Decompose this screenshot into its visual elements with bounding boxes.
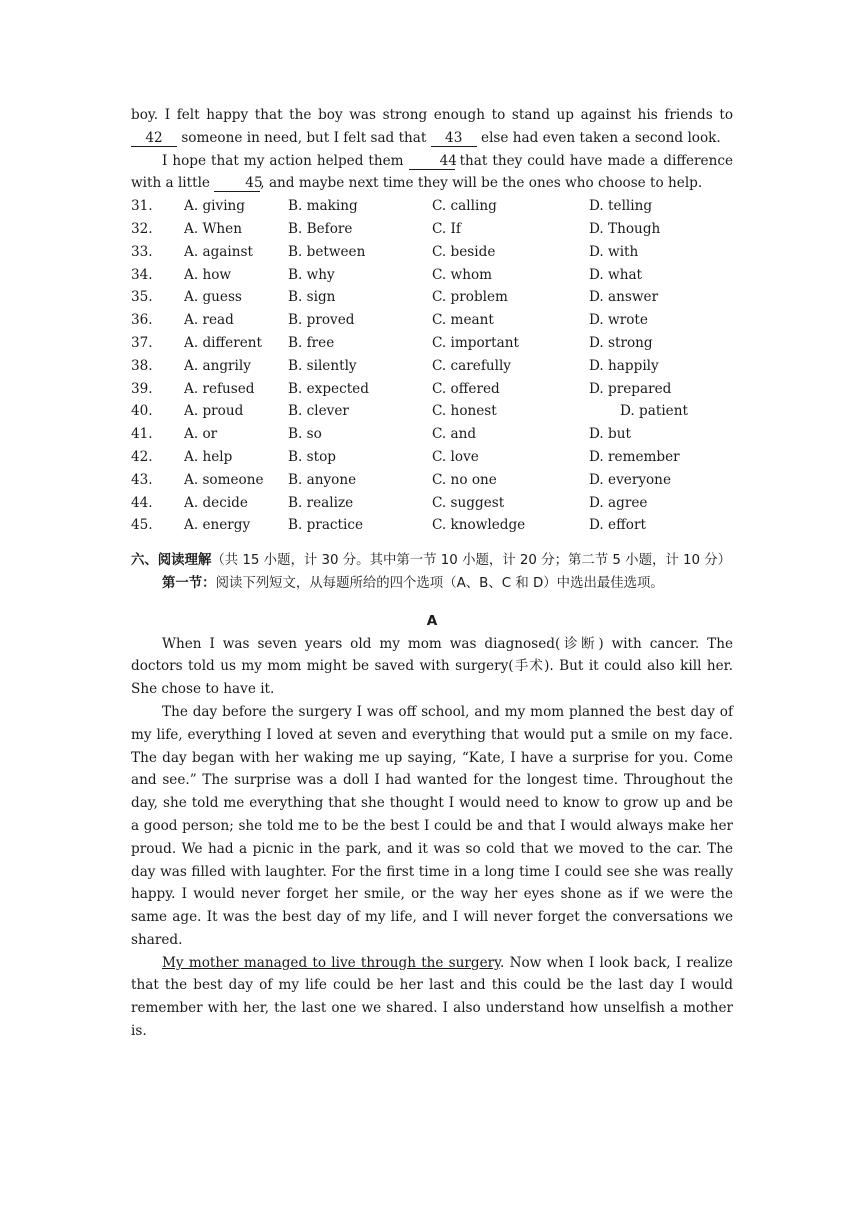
option-a: A. how [184,266,232,283]
option-a: A. someone [184,471,264,488]
blank-43: 43 [431,130,477,147]
passage-title: A [426,612,438,629]
option-a: A. angrily [184,357,251,374]
option-b: B. realize [288,494,354,511]
question-number: 35. [131,289,153,306]
option-c: C. whom [432,266,493,283]
option-b: B. free [288,334,335,351]
question-number: 34. [131,266,153,283]
option-d: D. with [589,243,639,260]
option-c: C. and [432,426,477,443]
question-number: 36. [131,312,153,329]
option-row [131,355,733,378]
intro-text: else had even taken a second look. [481,129,721,146]
option-row [131,264,733,287]
option-c: C. carefully [432,357,511,374]
underlined-sentence: My mother managed to live through the surgery [162,954,501,971]
option-row [131,423,733,446]
question-number: 32. [131,220,153,237]
option-a: A. decide [184,494,248,511]
option-a: A. different [184,334,262,351]
option-d: D. effort [589,517,646,534]
intro-paragraph-2 [131,150,733,196]
option-a: A. When [184,220,242,237]
option-c: C. If [432,220,461,237]
option-a: A. or [184,426,218,443]
option-a: A. guess [184,289,242,306]
option-d: D. Though [589,220,661,237]
option-a: A. giving [184,198,245,215]
option-c: C. calling [432,198,497,215]
option-b: B. sign [288,289,336,306]
option-c: C. honest [432,403,497,420]
option-row [131,309,733,332]
blank-45: 45 [214,175,260,192]
option-b: B. proved [288,312,355,329]
option-row [131,514,733,537]
section-description: （共 15 小题，计 30 分。其中第一节 10 小题，计 20 分；第二节 5 小题，计 10 分） [211,553,732,569]
option-row [131,378,733,401]
option-b: B. between [288,243,366,260]
option-d: D. what [589,266,643,283]
subsection-description: 阅读下列短文，从每题所给的四个选项（A、B、C 和 D）中选出最佳选项。 [215,575,664,591]
option-d: D. but [589,426,631,443]
option-c: C. beside [432,243,496,260]
option-d: D. remember [589,448,680,465]
option-row [131,195,733,218]
intro-paragraph-1 [131,104,733,150]
option-d: D. prepared [589,380,672,397]
option-a: A. help [184,448,233,465]
question-number: 33. [131,243,153,260]
option-b: B. expected [288,380,369,397]
option-d: D. wrote [589,312,648,329]
intro-text: that they could have made a difference with a little [131,152,733,192]
option-a: A. against [184,243,253,260]
option-c: C. love [432,448,479,465]
question-number: 31. [131,198,153,215]
document-page [131,104,733,1043]
blank-42: 42 [131,130,177,147]
option-d: D. patient [620,403,688,420]
option-c: C. meant [432,312,494,329]
option-b: B. making [288,198,358,215]
option-b: B. silently [288,357,357,374]
option-d: D. strong [589,334,653,351]
intro-text: I hope that my action helped them [162,152,404,169]
option-row [131,492,733,515]
passage-paragraph-2: The day before the surgery I was off school, and my mom planned the best day of my life, everything I loved at seven and everything that would put a smile on my face. The day began with her waking me up saying, “Kate, I have a surprise for you. Come and see.” The surprise was a doll I had wanted for the longest time. Throughout the day, she told me everything that she thought I would need to know to grow up and be a good person; she told me to be the best I could be and that I would always make her proud. We had a picnic in the park, and it was so cold that we moved to the car. The day was filled with laughter. For the first time in a long time I could see she was really happy. I would never forget her smile, or the way her eyes shone as if we were the same age. It was the best day of my life, and I will never forget the conversations we shared. [131,703,733,948]
option-d: D. everyone [589,471,671,488]
question-number: 45. [131,517,153,534]
option-b: B. why [288,266,335,283]
option-a: A. read [184,312,234,329]
passage-paragraph-1: When I was seven years old my mom was diagnosed(诊断) with cancer. The doctors told us my mom might be saved with surgery(手术). But it could also kill her. She chose to have it. [131,635,733,698]
option-a: A. refused [184,380,255,397]
option-c: C. suggest [432,494,505,511]
option-d: D. answer [589,289,659,306]
question-number: 41. [131,426,153,443]
intro-text: boy. I felt happy that the boy was strong enough to stand up against his friends to [131,107,733,123]
option-b: B. Before [288,220,353,237]
options-list [131,195,733,537]
intro-text: , and maybe next time they will be the ones who choose to help. [260,175,703,192]
option-b: B. anyone [288,471,357,488]
option-c: C. no one [432,471,497,488]
option-row [131,286,733,309]
option-b: B. so [288,426,322,443]
option-c: C. knowledge [432,517,526,534]
option-b: B. clever [288,403,349,420]
option-row [131,446,733,469]
option-c: C. offered [432,380,500,397]
option-d: D. happily [589,357,659,374]
option-row [131,241,733,264]
passage-text: . Now when I look back, I realize that the best day of my life could be her last and this could be the last day I would remember with her, the last one we shared. I also understand how unselfish a mother is. [131,954,733,1040]
passage-paragraph-3 [131,952,733,1043]
option-b: B. stop [288,448,336,465]
question-number: 38. [131,357,153,374]
option-row [131,332,733,355]
option-d: D. agree [589,494,648,511]
option-row [131,469,733,492]
option-c: C. important [432,334,519,351]
option-row [131,400,733,423]
section-title: 六、阅读理解 [131,553,212,569]
option-row [131,218,733,241]
subsection-title: 第一节： [162,575,216,591]
question-number: 42. [131,448,153,465]
subsection-heading [131,573,733,596]
question-number: 37. [131,334,153,351]
option-d: D. telling [589,198,653,215]
option-a: A. energy [184,517,251,534]
option-b: B. practice [288,517,364,534]
question-number: 43. [131,471,153,488]
option-c: C. problem [432,289,508,306]
question-number: 39. [131,380,153,397]
blank-44: 44 [409,153,455,170]
question-number: 40. [131,403,153,420]
section-heading [131,550,733,573]
intro-text: someone in need, but I felt sad that [181,129,427,146]
question-number: 44. [131,494,153,511]
option-a: A. proud [184,403,244,420]
